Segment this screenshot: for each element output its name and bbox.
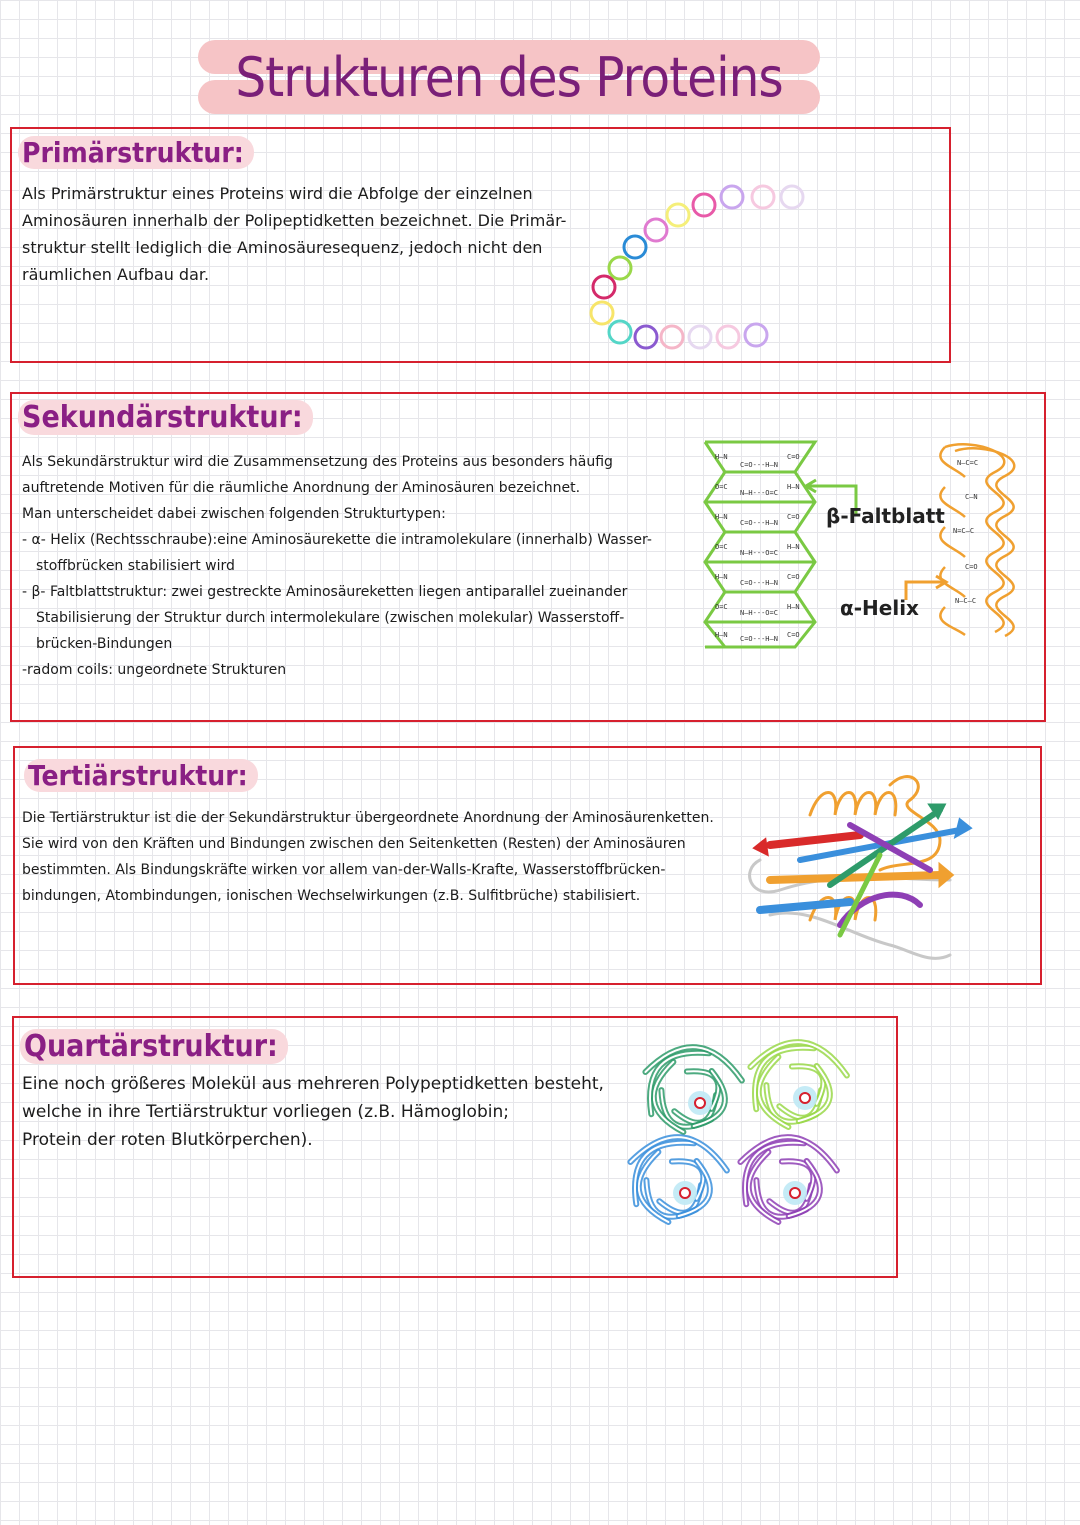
svg-text:N—C—C: N—C—C xyxy=(955,597,977,605)
svg-text:O=C: O=C xyxy=(715,483,728,491)
amino-acid-bead xyxy=(609,321,631,343)
protein-subunit xyxy=(645,1047,742,1132)
heme-group xyxy=(800,1093,810,1103)
primary-line: Aminosäuren innerhalb der Polipeptidketten bezeichnet. Die Primär- xyxy=(22,211,567,230)
secondary-line: Man unterscheidet dabei zwischen folgenden Strukturtypen: xyxy=(22,506,446,522)
svg-text:H—N: H—N xyxy=(715,453,728,461)
quaternary-line: Eine noch größeres Molekül aus mehreren Polypeptidketten besteht, xyxy=(22,1074,604,1094)
svg-text:H—N: H—N xyxy=(715,631,728,639)
amino-acid-bead xyxy=(689,326,711,348)
amino-acid-bead xyxy=(591,302,613,324)
secondary-line: auftretende Motiven für die räumliche Anordnung der Aminosäuren bezeichnet. xyxy=(22,480,581,496)
svg-text:C=O---H—N: C=O---H—N xyxy=(740,579,778,587)
tertiary-heading: Tertiärstruktur: xyxy=(24,759,258,792)
tertiary-line: Die Tertiärstruktur ist die der Sekundärstruktur übergeordnete Anordnung der Aminosäurenketten. xyxy=(22,810,714,826)
quaternary-heading: Quartärstruktur: xyxy=(20,1029,288,1064)
quaternary-text xyxy=(22,1070,604,1154)
svg-text:C=O: C=O xyxy=(787,513,800,521)
tertiary-line: bindungen, Atombindungen, ionischen Wechselwirkungen (z.B. Sulfitbrüche) stabilisiert. xyxy=(22,888,641,904)
svg-text:C=O---H—N: C=O---H—N xyxy=(740,635,778,643)
tertiary-line: Sie wird von den Kräften und Bindungen zwischen den Seitenketten (Resten) der Aminosäuren xyxy=(22,836,686,852)
amino-acid-bead xyxy=(745,324,767,346)
secondary-line: - α- Helix (Rechtsschraube):eine Aminosäurekette die intramolekulare (innerhalb) Wasser- xyxy=(22,532,652,548)
amino-acid-bead xyxy=(645,219,667,241)
primary-line: struktur stellt lediglich die Aminosäuresequenz, jedoch nicht den xyxy=(22,238,543,257)
svg-text:N—H---O=C: N—H---O=C xyxy=(740,549,778,557)
tertiary-text xyxy=(22,805,714,909)
amino-acid-bead xyxy=(593,276,615,298)
svg-text:C=O: C=O xyxy=(965,563,978,571)
svg-text:C=O: C=O xyxy=(787,573,800,581)
primary-line: räumlichen Aufbau dar. xyxy=(22,265,210,284)
svg-text:C=O: C=O xyxy=(787,453,800,461)
svg-text:O=C: O=C xyxy=(715,543,728,551)
quaternary-line: welche in ihre Tertiärstruktur vorliegen (z.B. Hämoglobin; xyxy=(22,1102,509,1122)
amino-acid-chain-illustration xyxy=(580,175,840,355)
svg-text:N=C—C: N=C—C xyxy=(953,527,975,535)
svg-text:C—N: C—N xyxy=(965,493,978,501)
svg-text:H—N: H—N xyxy=(787,543,800,551)
protein-subunit xyxy=(630,1137,727,1222)
page-title: Strukturen des Proteins xyxy=(235,46,783,109)
secondary-line: - β- Faltblattstruktur: zwei gestreckte Aminosäureketten liegen antiparallel zueinander xyxy=(22,584,628,600)
title-banner xyxy=(198,38,820,120)
primary-text xyxy=(22,180,566,288)
amino-acid-bead xyxy=(752,186,774,208)
amino-acid-bead xyxy=(721,186,743,208)
svg-text:N—H---O=C: N—H---O=C xyxy=(740,489,778,497)
heme-group xyxy=(790,1188,800,1198)
secondary-text xyxy=(22,449,652,683)
svg-text:C=O---H—N: C=O---H—N xyxy=(740,519,778,527)
beta-sheet-illustration xyxy=(695,437,825,652)
protein-subunit xyxy=(740,1137,837,1222)
alpha-helix-label: α-Helix xyxy=(840,596,919,620)
tertiary-structure-illustration xyxy=(740,765,980,970)
beta-sheet-label: β-Faltblatt xyxy=(826,504,945,528)
secondary-line: Stabilisierung der Struktur durch intermolekulare (zwischen molekular) Wasserstoff- xyxy=(36,610,625,626)
primary-line: Als Primärstruktur eines Proteins wird die Abfolge der einzelnen xyxy=(22,184,533,203)
svg-text:C=O: C=O xyxy=(787,631,800,639)
heme-group xyxy=(680,1188,690,1198)
amino-acid-bead xyxy=(693,194,715,216)
protein-subunit xyxy=(750,1042,847,1127)
secondary-heading: Sekundärstruktur: xyxy=(18,400,313,435)
svg-text:O=C: O=C xyxy=(715,603,728,611)
svg-text:H—N: H—N xyxy=(787,603,800,611)
secondary-line: stoffbrücken stabilisiert wird xyxy=(36,558,235,574)
hemoglobin-illustration xyxy=(612,1035,862,1250)
secondary-line: -radom coils: ungeordnete Strukturen xyxy=(22,662,287,678)
secondary-line: Als Sekundärstruktur wird die Zusammensetzung des Proteins aus besonders häufig xyxy=(22,454,613,470)
svg-text:N—H---O=C: N—H---O=C xyxy=(740,609,778,617)
amino-acid-bead xyxy=(609,257,631,279)
tertiary-line: bestimmten. Als Bindungskräfte wirken vor allem van-der-Walls-Krafte, Wasserstoffbrücken- xyxy=(22,862,666,878)
amino-acid-bead xyxy=(667,204,689,226)
primary-heading: Primärstruktur: xyxy=(18,136,254,169)
svg-text:C=O---H—N: C=O---H—N xyxy=(740,461,778,469)
svg-text:N—C=C: N—C=C xyxy=(957,459,979,467)
amino-acid-bead xyxy=(781,186,803,208)
heme-group xyxy=(695,1098,705,1108)
amino-acid-bead xyxy=(635,326,657,348)
amino-acid-bead xyxy=(661,326,683,348)
svg-text:H—N: H—N xyxy=(787,483,800,491)
secondary-line: brücken-Bindungen xyxy=(36,636,173,652)
svg-text:H—N: H—N xyxy=(715,513,728,521)
alpha-helix-illustration xyxy=(935,437,1035,637)
quaternary-line: Protein der roten Blutkörperchen). xyxy=(22,1130,313,1150)
amino-acid-bead xyxy=(717,326,739,348)
amino-acid-bead xyxy=(624,236,646,258)
svg-text:H—N: H—N xyxy=(715,573,728,581)
